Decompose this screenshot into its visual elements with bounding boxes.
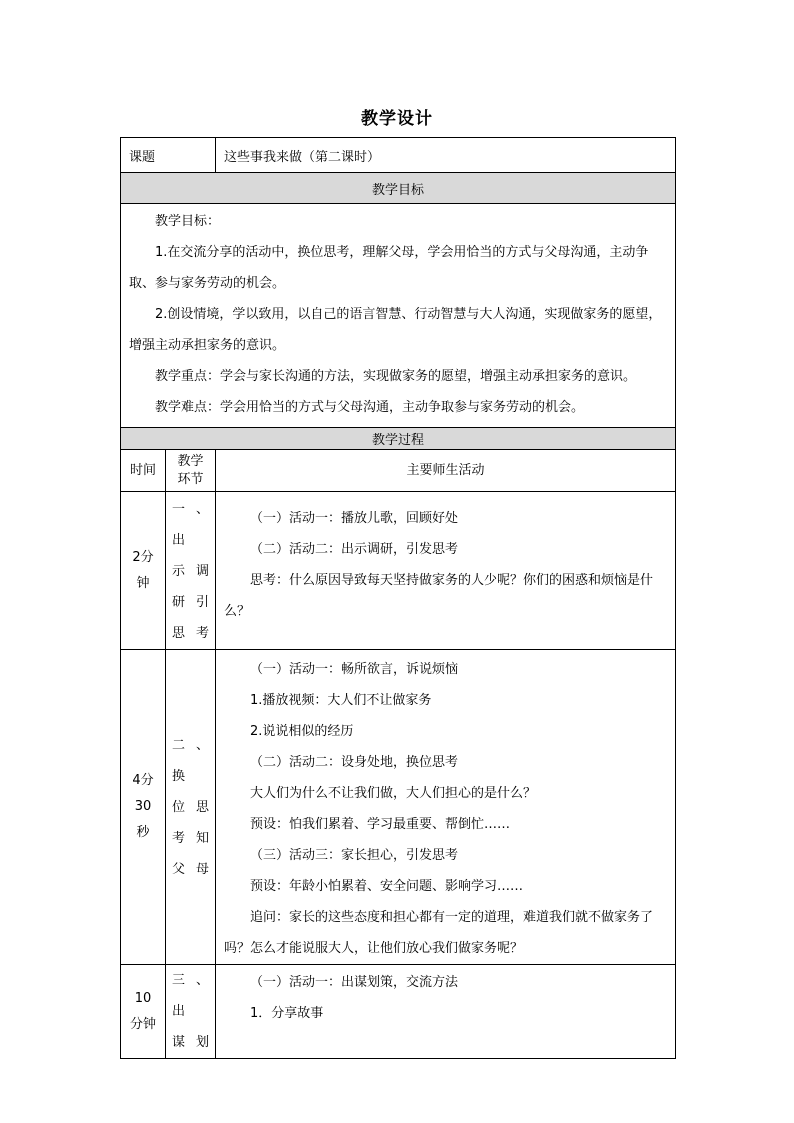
time-line: 4分: [132, 773, 154, 788]
topic-row: [121, 138, 676, 173]
activity-line: 预设：年龄小怕累着、安全问题、影响学习……: [250, 879, 524, 894]
activity-line: 1.播放视频：大人们不让做家务: [250, 693, 432, 708]
objectives-paragraph: 2.创设情境，学以致用，以自己的语言智慧、行动智慧与大人沟通，实现做家务的愿望，增强主动承担家务的意识。: [129, 307, 662, 353]
step-line: 思考: [172, 626, 210, 641]
activity-line: （一）活动一：出谋划策，交流方法: [250, 975, 459, 990]
column-activity: 主要师生活动: [216, 450, 676, 492]
activity-line: （一）活动一：畅所欲言，诉说烦恼: [250, 662, 459, 677]
objectives-paragraph: 教学目标：: [155, 214, 221, 229]
table-row: [121, 492, 676, 650]
time-cell: [121, 492, 166, 650]
objectives-paragraph: 教学难点：学会用恰当的方式与父母沟通，主动争取参与家务劳动的机会。: [155, 400, 585, 415]
objectives-paragraph: 教学重点：学会与家长沟通的方法，实现做家务的愿望，增强主动承担家务的意识。: [155, 369, 637, 384]
objectives-row: [121, 204, 676, 428]
activity-line: 1．分享故事: [250, 1006, 324, 1021]
column-header-row: [121, 450, 676, 492]
step-cell: [166, 650, 216, 965]
activity-line: （二）活动二：出示调研，引发思考: [250, 542, 459, 557]
step-cell: [166, 492, 216, 650]
objectives-header-row: [121, 173, 676, 204]
step-cell: [166, 965, 216, 1059]
time-line: 10: [134, 990, 152, 1006]
time-line: 30: [134, 799, 152, 814]
table-row: [121, 650, 676, 965]
activity-line: （三）活动三：家长担心，引发思考: [250, 848, 459, 863]
activity-cell: [216, 965, 676, 1059]
step-line: 位 思: [172, 799, 210, 815]
table-row: [121, 965, 676, 1059]
process-header-row: [121, 428, 676, 450]
time-cell: [121, 650, 166, 965]
step-line: 研 引: [172, 595, 210, 610]
topic-value: 这些事我来做（第二课时）: [216, 138, 676, 173]
step-line: 示 调: [172, 564, 210, 579]
step-line: 二、换: [172, 737, 210, 784]
column-step-line: 教学: [177, 453, 204, 469]
column-step-line: 环节: [177, 471, 204, 487]
step-line: 三、出: [172, 973, 210, 1019]
step-line: 考 知: [172, 830, 210, 846]
objectives-header: 教学目标: [121, 173, 676, 204]
activity-cell: [216, 492, 676, 650]
column-time: 时间: [121, 450, 166, 492]
column-step: [166, 450, 216, 492]
activity-cell: [216, 650, 676, 965]
time-line: 2分: [132, 549, 154, 565]
activity-line: 2.说说相似的经历: [250, 724, 354, 739]
process-header: 教学过程: [121, 428, 676, 450]
step-line: 谋 划: [172, 1035, 210, 1050]
step-line: 父母: [172, 861, 210, 877]
time-line: 秒: [136, 825, 150, 840]
topic-label: 课题: [121, 138, 216, 173]
lesson-plan-table: [120, 137, 676, 1059]
activity-line: （二）活动二：设身处地，换位思考: [250, 755, 459, 770]
objectives-body: [121, 204, 676, 428]
activity-line: 预设：怕我们累着、学习最重要、帮倒忙……: [250, 817, 511, 832]
activity-line: （一）活动一：播放儿歌，回顾好处: [250, 511, 459, 526]
document-title: 教学设计: [361, 109, 433, 129]
activity-line: 大人们为什么不让我们做，大人们担心的是什么？: [250, 786, 537, 801]
activity-line: 思考：什么原因导致每天坚持做家务的人少呢？你们的困惑和烦恼是什么？: [224, 573, 654, 619]
step-line: 一、出: [172, 502, 210, 548]
time-cell: [121, 965, 166, 1059]
time-line: 钟: [136, 575, 150, 591]
time-line: 分钟: [129, 1016, 156, 1032]
objectives-paragraph: 1.在交流分享的活动中，换位思考，理解父母，学会用恰当的方式与父母沟通，主动争取、参与家务劳动的机会。: [129, 245, 649, 291]
activity-line: 追问：家长的这些态度和担心都有一定的道理，难道我们就不做家务了吗？怎么才能说服大人，让他们放心我们做家务呢？: [224, 910, 654, 956]
